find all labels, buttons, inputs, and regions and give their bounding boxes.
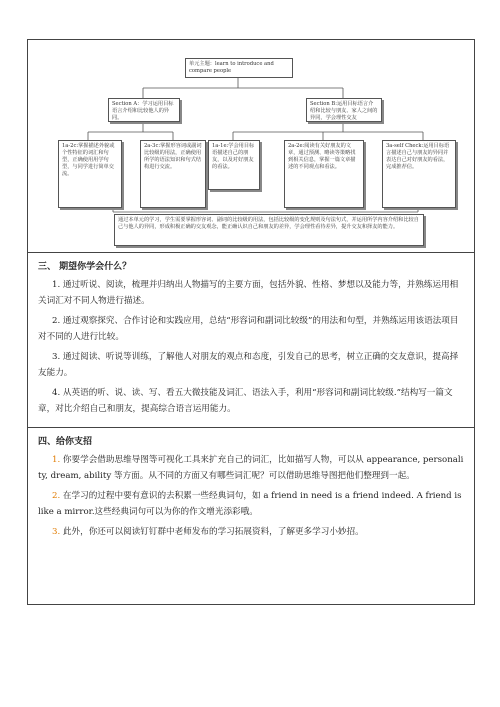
tip-3-text: 此外，你还可以阅读钉钉群中老师发布的学习拓展资料，了解更多学习小妙招。	[60, 527, 364, 537]
leaf-box-1: 1a-2c:掌握描述外貌或个性特征的词汇和句型，正确使用用学句型，与同学进行简单交流。	[58, 140, 122, 208]
expectation-3: 3. 通过阅读、听说等训练，了解他人对朋友的观点和态度，引发自己的思考，树立正确的交友意识，提高择友能力。	[38, 352, 459, 378]
section-tips	[28, 428, 474, 604]
content-table	[27, 39, 475, 605]
section-expectations	[28, 253, 474, 428]
tip-2	[38, 488, 466, 520]
section-b-box: Section B:运用目标语言介绍和比较与朋友、家人之间的异同，学会理性交友	[306, 98, 382, 122]
leaf-box-4: 2a-2e:阅读有关好朋友的文章，通过预测、略读等策略找到相关信息，掌握一篇文章描述的不同观点和看法。	[284, 140, 364, 208]
leaf-box-2: 2a-3c:掌握形容词或副词比较级的用法，正确使用所学的语法知识和句式结构进行交流。	[140, 140, 206, 208]
expectation-2: 2. 通过观察探究、合作讨论和实践应用，总结“形容词和副词比较级”的用法和句型，并熟练运用该语法项目对不同的人进行比较。	[38, 316, 459, 342]
summary-box: 通过本单元的学习，学生需要掌握形容词、副词的比较级的用法，包括比较级的变化规则及句法句式，并运用所学内容介绍和比较自己与他人的异同，形成积极正确的交友观念，能正确认识自己和朋友的差异，学会理性看待差异，提升交友和择友的能力。	[114, 214, 424, 246]
tip-3	[38, 524, 466, 540]
expectation-1: 1. 通过听说、阅读，梳理并归纳出人物描写的主要方面，包括外貌、性格、梦想以及能力等，并熟练运用相关词汇对不同人物进行描述。	[38, 280, 459, 306]
section-a-box: Section A：学习运用目标语言介绍和比较他人的异同。	[108, 98, 180, 122]
leaf-box-3: 1a-1e:学会用目标语描述自己的朋友，以及对好朋友的看法。	[208, 140, 260, 190]
tip-1-number: 1.	[52, 455, 61, 465]
section-4-title: 四、给你支招	[38, 437, 93, 447]
tip-1-text: 你要学会借助思维导图等可视化工具来扩充自己的词汇，比如描写人物，可以从 appearance, personality, dream, ability 等方面。从不同的方面又有哪些词汇呢？可以借助思维导图把他们整理到一起。	[38, 455, 464, 481]
expectation-4: 4. 从英语的听、说、读、写、看五大微技能及词汇、语法入手，利用“形容词和副词比较级.”结构写一篇文章，对比介绍自己和朋友，提高综合语言运用能力。	[38, 388, 453, 414]
tip-2-text: 在学习的过程中要有意识的去积累一些经典词句，如 a friend in need is a friend indeed. A friend is like a mirror.这些经典词句可以为你的作文增光添彩哦。	[38, 491, 462, 517]
tip-2-number: 2.	[52, 491, 61, 501]
leaf-box-5: 3a-self Check:运用目标语言描述自己与朋友的异同并表达自己对好朋友的看法，完成推荐信。	[382, 140, 456, 208]
root-topic-box: 单元主题：learn to introduce and compare people	[185, 58, 293, 78]
section-3-title: 三、 期望你学会什么？	[38, 262, 132, 272]
tip-3-number: 3.	[52, 527, 61, 537]
mind-map-diagram	[28, 40, 474, 253]
tip-1	[38, 452, 466, 484]
